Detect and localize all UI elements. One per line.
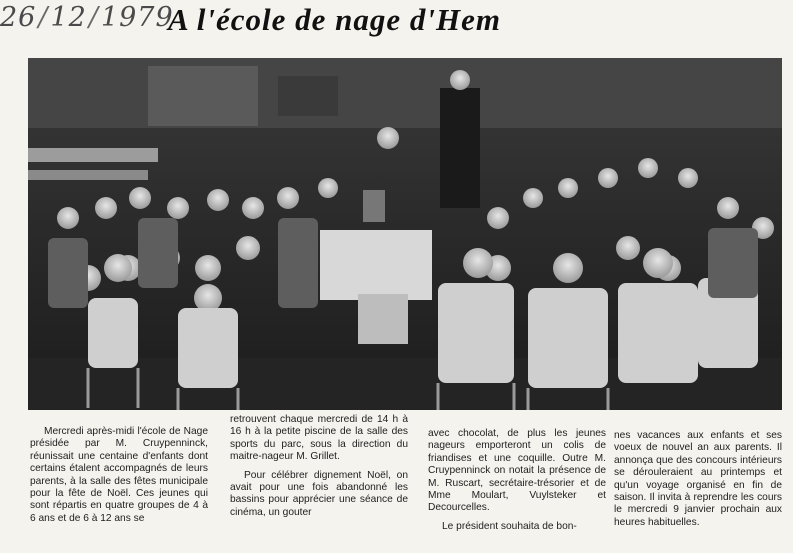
date-year: 1979 bbox=[100, 2, 174, 33]
article-paragraph: Pour célébrer dignement Noël, on avait pour une fois abandonné les bassins pour apprécier une séance de cinéma, un gouter bbox=[230, 469, 408, 518]
article-column-4 bbox=[614, 430, 782, 535]
article-paragraph: retrouvent chaque mercredi de 14 h à 16 h à la petite piscine de la salle des sports du parc, sous la direction du maitre-nageur M. Grillet. bbox=[230, 414, 408, 463]
article-body bbox=[30, 414, 782, 550]
article-column-2 bbox=[230, 414, 408, 525]
photo-children-audience bbox=[28, 58, 782, 410]
article-column-3 bbox=[428, 428, 606, 539]
date-month: 12 bbox=[50, 2, 87, 33]
handwritten-date: 26/12/1979 bbox=[0, 2, 174, 33]
article-column-1 bbox=[30, 426, 208, 531]
article-paragraph: Le président souhaita de bon- bbox=[442, 520, 577, 532]
headline: A l'école de nage d'Hem bbox=[168, 2, 501, 37]
article-paragraph: avec chocolat, de plus les jeunes nageurs emporteront un colis de friandises et une coquille. Outre M. Cruypenninck on notait la présence de M. Ruscart, secrétaire-trésorier et de Mme Moulart, Vuylsteker et Decourcelles. bbox=[428, 428, 606, 514]
date-day: 26 bbox=[0, 2, 37, 33]
photo-children-audience-icon bbox=[28, 58, 782, 410]
article-paragraph: Mercredi après-midi l'école de Nage présidée par M. Cruypenninck, réunissait une centaine d'enfants dont certains étalent accompagnés de leurs parents, à la salle des fêtes municipale pour la fête de Noël. Ces jeunes qui sont répartis en quatre groupes de 4 à 6 ans et de 6 à 12 ans se bbox=[30, 426, 208, 524]
article-paragraph: nes vacances aux enfants et ses voeux de nouvel an aux parents. Il annonça que des concours intérieurs se dérouleraient au printemps et qu'un voyage organisé en fin de saison. Il invita à reprendre les cours le mercredi 9 janvier prochain aux heures habituelles. bbox=[614, 430, 782, 528]
